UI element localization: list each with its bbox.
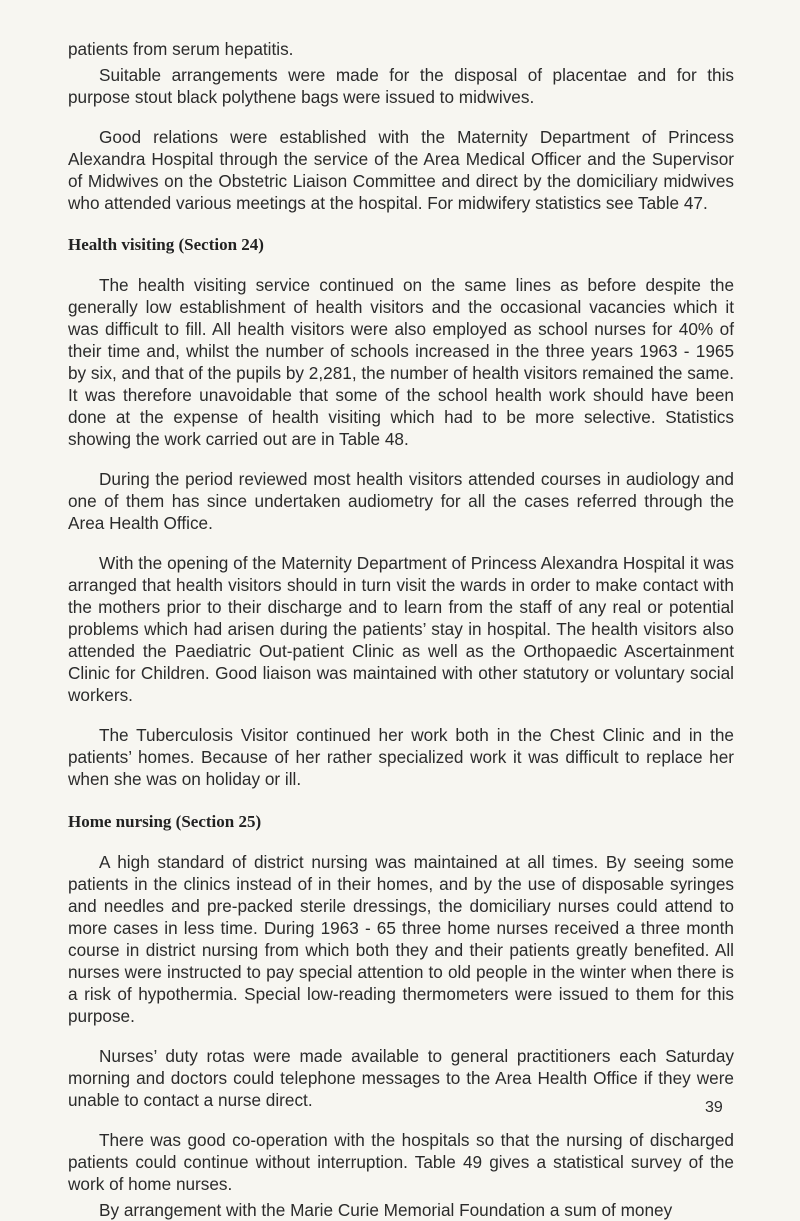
paragraph: The health visiting service continued on the same lines as before despite the generally low establishment of health visitors and the occasional vacancies which it was difficult to fill. All health visitors were also employed as school nurses for 40% of their time and, whilst the number of schools increased in the three years 1963 - 1965 by six, and that of the pupils by 2,281, the number of health visitors remained the same. It was therefore unavoidable that some of the school health work should have been done at the expense of health visiting which had to be more selective. Statistics showing the work carried out are in Table 48.: [68, 275, 734, 449]
paragraph: A high standard of district nursing was maintained at all times. By seeing some patients in the clinics instead of in their homes, and by the use of disposable syringes and needles and pre-packed sterile dressings, the domiciliary nurses could attend to more cases in less time. During 1963 - 65 three home nurses received a three month course in district nursing from which both they and their patients greatly benefited. All nurses were instructed to pay special attention to old people in the winter when there is a risk of hypothermia. Special low-reading thermometers were issued to them for this purpose.: [68, 852, 734, 1026]
paragraph: By arrangement with the Marie Curie Memorial Foundation a sum of money: [99, 1200, 673, 1220]
paragraph: Nurses’ duty rotas were made available to general practitioners each Saturday morning and doctors could telephone messages to the Area Health Office if they were unable to contact a nurse direct.: [68, 1046, 734, 1110]
section-heading-health-visiting: Health visiting (Section 24): [68, 235, 264, 254]
paragraph: Suitable arrangements were made for the disposal of placentae and for this purpose stout black polythene bags were issued to midwives.: [68, 65, 734, 107]
paragraph: During the period reviewed most health visitors attended courses in audiology and one of them has since undertaken audiometry for all the cases referred through the Area Health Office.: [68, 469, 734, 533]
paragraph: With the opening of the Maternity Department of Princess Alexandra Hospital it was arranged that health visitors should in turn visit the wards in order to make contact with the mothers prior to their discharge and to learn from the staff of any real or potential problems which had arisen during the patients’ stay in hospital. The health visitors also attended the Paediatric Out-patient Clinic as well as the Orthopaedic Ascertainment Clinic for Children. Good liaison was maintained with other statutory or voluntary social workers.: [68, 553, 734, 705]
paragraph: The Tuberculosis Visitor continued her work both in the Chest Clinic and in the patients’ homes. Because of her rather specialized work it was difficult to replace her when she was on holiday or ill.: [68, 725, 734, 789]
paragraph: Good relations were established with the Maternity Department of Princess Alexandra Hospital through the service of the Area Medical Officer and the Supervisor of Midwives on the Obstetric Liaison Committee and direct by the domiciliary midwives who attended various meetings at the hospital. For midwifery statistics see Table 47.: [68, 127, 734, 213]
paragraph: patients from serum hepatitis.: [68, 39, 294, 59]
section-heading-home-nursing: Home nursing (Section 25): [68, 812, 262, 831]
page-number: 39: [705, 1099, 723, 1116]
paragraph: There was good co-operation with the hospitals so that the nursing of discharged patients could continue without interruption. Table 49 gives a statistical survey of the work of home nurses.: [68, 1130, 734, 1194]
